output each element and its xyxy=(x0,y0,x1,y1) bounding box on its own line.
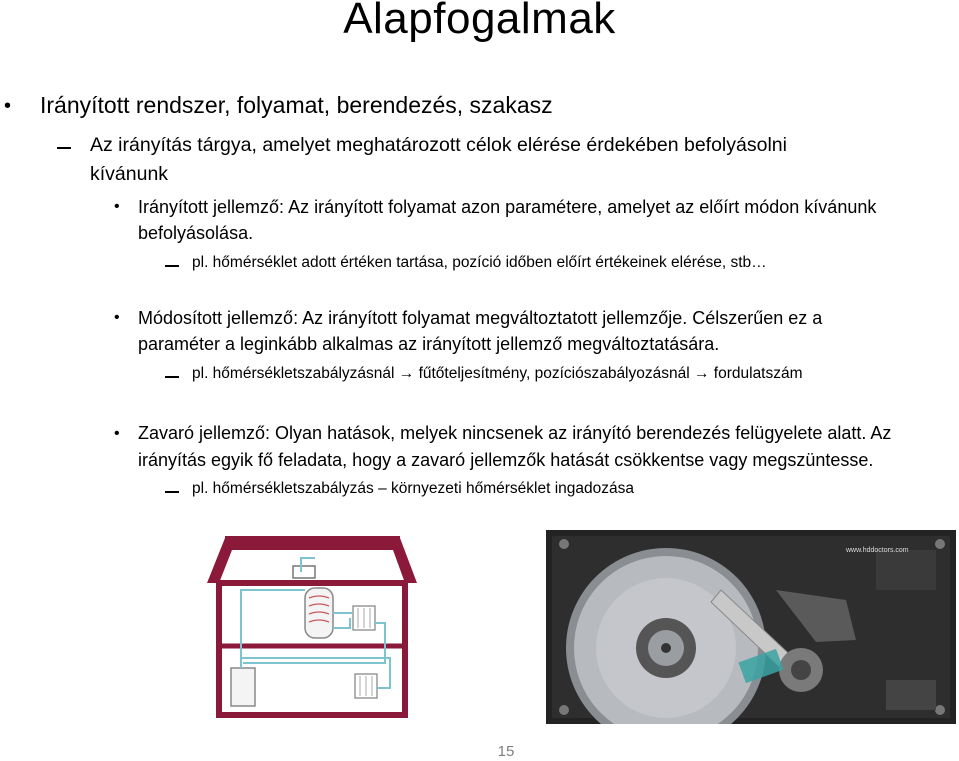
dash-icon xyxy=(165,265,179,267)
disturbance-example: pl. hőmérsékletszabályzás – környezeti hőmérséklet ingadozása xyxy=(192,480,634,497)
dash-icon xyxy=(165,491,179,493)
bullet-dot-icon: • xyxy=(114,198,120,215)
controlled-variable-line-1: Irányított jellemző: Az irányított folyamat azon paramétere, amelyet az előírt módon kívánunk xyxy=(138,197,877,217)
svg-text:www.hddoctors.com: www.hddoctors.com xyxy=(846,547,909,554)
controlled-variable-example: pl. hőmérséklet adott értéken tartása, pozíció időben előírt értékeinek elérése, stb… xyxy=(192,254,767,271)
definition-line-1: Az irányítás tárgya, amelyet meghatározott célok elérése érdekében befolyásolni xyxy=(90,134,787,156)
slide-title: Alapfogalmak xyxy=(343,0,616,43)
manipulated-variable-line-2: paraméter a leginkább alkalmas az irányított jellemző megváltoztatására. xyxy=(138,334,720,354)
dash-icon xyxy=(57,147,71,149)
page-number: 15 xyxy=(497,743,515,760)
hard-disk-photo xyxy=(546,530,956,724)
bullet-dot-icon: • xyxy=(114,309,120,326)
manipulated-variable-line-1: Módosított jellemző: Az irányított folyamat megváltoztatott jellemzője. Célszerűen ez a xyxy=(138,308,823,328)
house-heating-illustration xyxy=(205,528,420,718)
heading-bullet: Irányított rendszer, folyamat, berendezés, szakasz xyxy=(40,92,553,118)
controlled-variable-line-2: befolyásolása. xyxy=(138,223,254,243)
bullet-dot-icon: • xyxy=(4,95,12,117)
disturbance-line-1: Zavaró jellemző: Olyan hatások, melyek nincsenek az irányító berendezés felügyelete alatt. Az xyxy=(138,423,892,443)
definition-line-2: kívánunk xyxy=(90,163,169,185)
manipulated-variable-example: pl. hőmérsékletszabályzásnál → fűtőteljesítmény, pozíciószabályozásnál → fordulatszám xyxy=(192,365,803,382)
bullet-dot-icon: • xyxy=(114,425,120,442)
dash-icon xyxy=(165,376,179,378)
disturbance-line-2: irányítás egyik fő feladata, hogy a zavaró jellemzők hatását csökkentse vagy megszüntesse. xyxy=(138,450,874,470)
